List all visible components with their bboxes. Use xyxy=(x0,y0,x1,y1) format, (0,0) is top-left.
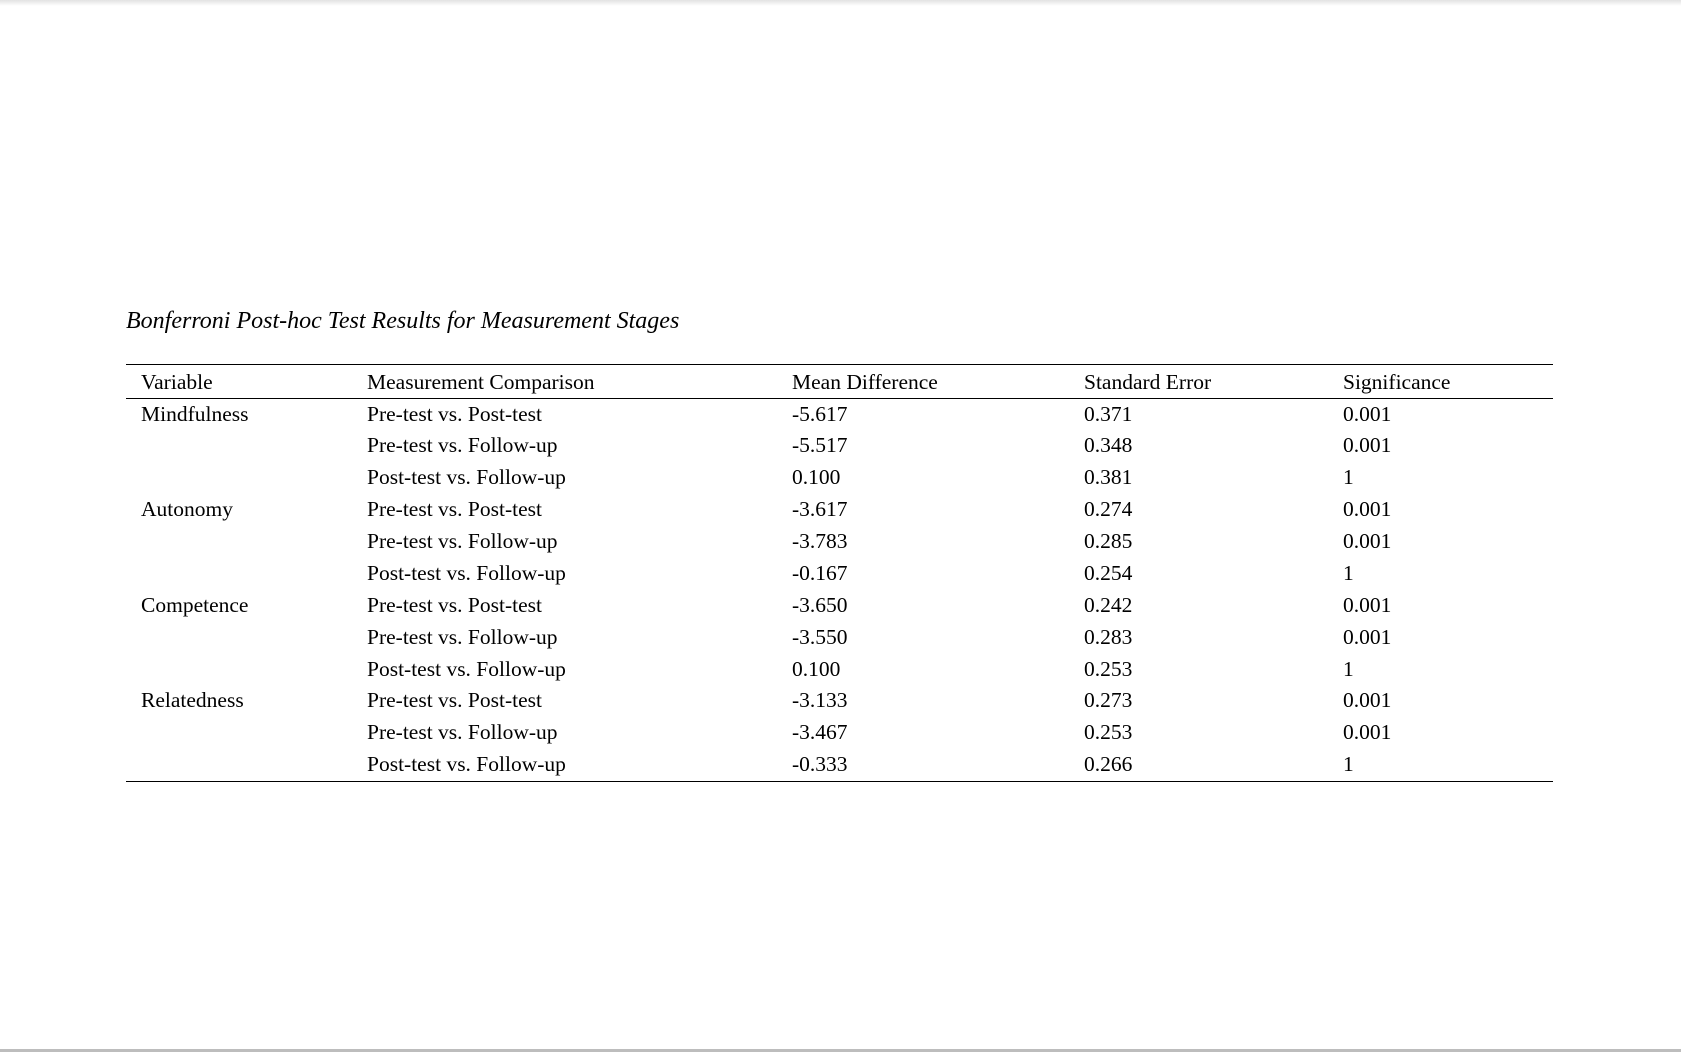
cell-variable xyxy=(126,621,367,653)
cell-standard-error: 0.273 xyxy=(1084,688,1133,713)
cell-comparison: Pre-test vs. Follow-up xyxy=(367,529,558,553)
cell-variable xyxy=(126,430,367,462)
cell-significance: 0.001 xyxy=(1343,624,1392,649)
cell-variable xyxy=(126,717,367,749)
cell-comparison: Pre-test vs. Post-test xyxy=(367,401,542,426)
cell-variable xyxy=(126,462,367,494)
cell-mean-difference: -3.650 xyxy=(792,592,848,617)
cell-mean-difference: -5.617 xyxy=(792,401,848,426)
cell-significance: 1 xyxy=(1343,465,1354,490)
table-row xyxy=(126,589,1553,621)
column-header-significance: Significance xyxy=(1343,365,1553,398)
cell-significance: 0.001 xyxy=(1343,592,1392,617)
cell-standard-error: 0.253 xyxy=(1084,720,1133,745)
cell-comparison: Post-test vs. Follow-up xyxy=(367,465,566,490)
table-row xyxy=(126,653,1553,685)
cell-significance: 0.001 xyxy=(1343,497,1392,522)
cell-significance: 0.001 xyxy=(1343,433,1392,458)
cell-standard-error: 0.274 xyxy=(1084,497,1133,522)
cell-standard-error: 0.266 xyxy=(1084,752,1133,777)
cell-standard-error: 0.253 xyxy=(1084,656,1133,681)
cell-comparison: Post-test vs. Follow-up xyxy=(367,560,566,585)
cell-significance: 0.001 xyxy=(1343,688,1392,713)
cell-mean-difference: -0.333 xyxy=(792,752,848,777)
table-row xyxy=(126,526,1553,558)
cell-variable xyxy=(126,653,367,685)
table-row xyxy=(126,621,1553,653)
cell-mean-difference: 0.100 xyxy=(792,465,841,490)
cell-mean-difference: -3.133 xyxy=(792,688,848,713)
cell-standard-error: 0.381 xyxy=(1084,465,1133,490)
cell-significance: 1 xyxy=(1343,752,1354,777)
table-body xyxy=(126,398,1553,781)
cell-variable: Competence xyxy=(141,592,249,617)
column-header-standard-error: Standard Error xyxy=(1084,365,1343,398)
table-row xyxy=(126,494,1553,526)
cell-comparison: Post-test vs. Follow-up xyxy=(367,656,566,681)
cell-comparison: Post-test vs. Follow-up xyxy=(367,752,566,777)
column-header-mean-difference: Mean Difference xyxy=(792,365,1084,398)
table-row xyxy=(126,462,1553,494)
cell-variable xyxy=(126,749,367,781)
cell-mean-difference: 0.100 xyxy=(792,656,841,681)
cell-significance: 1 xyxy=(1343,560,1354,585)
cell-mean-difference: -3.617 xyxy=(792,497,848,522)
table-row xyxy=(126,430,1553,462)
cell-significance: 0.001 xyxy=(1343,720,1392,745)
table-row xyxy=(126,685,1553,717)
cell-standard-error: 0.348 xyxy=(1084,433,1133,458)
cell-standard-error: 0.285 xyxy=(1084,529,1133,553)
table-row xyxy=(126,557,1553,589)
column-header-comparison: Measurement Comparison xyxy=(367,365,792,398)
cell-comparison: Pre-test vs. Post-test xyxy=(367,497,542,522)
cell-comparison: Pre-test vs. Follow-up xyxy=(367,433,558,458)
cell-standard-error: 0.242 xyxy=(1084,592,1133,617)
cell-comparison: Pre-test vs. Post-test xyxy=(367,592,542,617)
table-title: Bonferroni Post-hoc Test Results for Measurement Stages xyxy=(126,308,680,334)
cell-mean-difference: -3.550 xyxy=(792,624,848,649)
window-top-edge xyxy=(0,0,1681,6)
cell-variable: Mindfulness xyxy=(141,401,249,426)
cell-comparison: Pre-test vs. Follow-up xyxy=(367,624,558,649)
table-header-row xyxy=(126,365,1553,398)
column-header-variable: Variable xyxy=(126,365,367,398)
cell-variable xyxy=(126,526,367,558)
table-row xyxy=(126,717,1553,749)
cell-mean-difference: -3.467 xyxy=(792,720,848,745)
cell-variable: Relatedness xyxy=(141,688,244,713)
cell-variable: Autonomy xyxy=(141,497,233,522)
cell-significance: 1 xyxy=(1343,656,1354,681)
bonferroni-results-table xyxy=(126,365,1553,781)
cell-mean-difference: -0.167 xyxy=(792,560,848,585)
cell-standard-error: 0.371 xyxy=(1084,401,1133,426)
table-row xyxy=(126,398,1553,430)
table-row xyxy=(126,749,1553,781)
cell-mean-difference: -5.517 xyxy=(792,433,848,458)
cell-comparison: Pre-test vs. Follow-up xyxy=(367,720,558,745)
results-table-container xyxy=(126,364,1553,782)
cell-variable xyxy=(126,557,367,589)
cell-significance: 0.001 xyxy=(1343,401,1392,426)
cell-significance: 0.001 xyxy=(1343,529,1392,553)
cell-mean-difference: -3.783 xyxy=(792,529,848,553)
cell-comparison: Pre-test vs. Post-test xyxy=(367,688,542,713)
cell-standard-error: 0.283 xyxy=(1084,624,1133,649)
cell-standard-error: 0.254 xyxy=(1084,560,1133,585)
